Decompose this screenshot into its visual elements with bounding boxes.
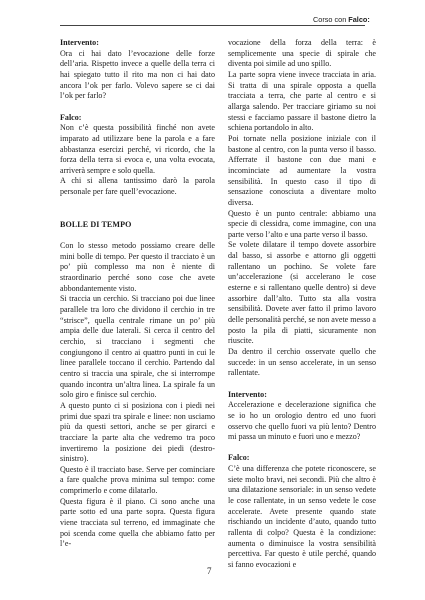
bolle-paragraph-5: Questa figura è il piano. Ci sono anche una parte sotto ed una parte sopra. Questa figura viene tracciata sul terreno, ed immaginate che poi scenda come quella che abbiamo fatto per l’e- xyxy=(60,496,215,549)
right-column xyxy=(228,38,376,571)
falco-text: Non c’è questa possibilità finché non avete imparato ad utilizzare bene la parola e a fare abbastanza esercizi perché, vi ricordo, che la forza della terra si evoca e, una volta evocata, arriverà sempre e solo quella. xyxy=(60,123,215,175)
right-paragraph-5: Se volete dilatare il tempo dovete assorbire dal basso, si assorbe e attorno gli oggetti rallentano un pochino. Se volete fare un’accelerazione (si accelerano le cose esterne e si rallentano quelle dentro) si deve assorbire dall’alto. Tutto sta alla vostra sensibilità. Dovete aver fatto il primo lavoro delle personalità perché, se non avete messo a posto la pila di piatti, sicuramente non riuscite. xyxy=(228,240,376,346)
right-paragraph-6: Da dentro il cerchio osservate quello che succede: in un senso accelerate, in un senso rallentate. xyxy=(228,347,376,378)
bolle-paragraph-1: Con lo stesso metodo possiamo creare delle mini bolle di tempo. Per questo il tracciato è un po’ più complesso ma non è niente di straordinario perché sono cose che avete abbondantemente visto. xyxy=(60,241,215,293)
bolle-paragraph-3: A questo punto ci si posiziona con i piedi nei primi due spazi tra spirale e linee: non usciamo più da questi settori, anche se per girarci e tracciare la parte alta che vedremo tra poco invertiremo la posizione dei piedi (destro-sinistro). xyxy=(60,400,215,464)
intervento-text-2: Accelerazione e decelerazione significa che se io ho un orologio dentro ed uno fuori osservo che quello fuori va più lento? Dentro mi passa un minuto e fuori uno e mezzo? xyxy=(228,400,376,442)
intervento-label: Intervento: xyxy=(60,38,99,47)
falco-text-2: C’è una differenza che potete riconoscere, se siete molto bravi, nei secondi. Più che altro è una dilatazione sensoriale: in un senso vedete le cose rallentate, in un senso vedete le cose accelerate. Avete presente quando state rischiando un incidente d’auto, quando tutto rallenta di colpo? Questa è la condizione: aumenta o diminuisce la vostra sensibilità percettiva. Far questo è utile perché, quando si fanno evocazioni e xyxy=(228,464,376,570)
header-rule xyxy=(60,25,365,26)
falco-text-continued: A chi si allena tantissimo darò la parola personale per fare quell’evocazione. xyxy=(60,176,215,197)
section-title: BOLLE DI TEMPO xyxy=(60,219,132,229)
right-paragraph-1: vocazione della forza della terra: è semplicemente una specie di spirale che diventa poi simile ad uno spillo. xyxy=(228,38,376,69)
bolle-paragraph-2: Si traccia un cerchio. Si tracciano poi due linee parallele tra loro che dividono il cerchio in tre “strisce”, quella centrale rimane un po’ più ampia delle due laterali. Si cerca il centro del cerchio, si tracciano i segmenti che congiungono il centro ai quattro punti in cui le linee parallele toccano il cerchio. Partendo dal centro si traccia una spirale, che si interrompe quando incontra un’altra linea. La spirale fa un solo giro e finisce sul cerchio. xyxy=(60,294,215,400)
right-paragraph-4: Questo è un punto centrale: abbiamo una specie di clessidra, come immagine, con una parte verso l’alto e una parte verso il basso. xyxy=(228,208,376,239)
page-number: 7 xyxy=(207,566,212,576)
running-header-book-title: Corso con xyxy=(313,15,347,24)
bolle-paragraph-4: Questo è il tracciato base. Serve per cominciare a fare qualche prova minima sul tempo: come comprimerlo e come dilatarlo. xyxy=(60,464,215,496)
running-header xyxy=(313,15,370,24)
right-paragraph-2: La parte sopra viene invece tracciata in aria. Si tratta di una spirale opposta a quella tracciata a terra, che parte al centro e si allarga salendo. Per tracciare giriamo su noi stessi e facciamo passare il bastone dietro la schiena portandolo in alto. xyxy=(228,69,376,133)
intervento-label-2: Intervento: xyxy=(228,389,267,399)
falco-label-2: Falco: xyxy=(228,453,250,463)
falco-label: Falco: xyxy=(60,112,82,122)
running-header-author: Falco: xyxy=(348,15,370,24)
intervento-text: Ora ci hai dato l’evocazione delle forze dell’aria. Rispetto invece a quelle della terra ci hai spiegato tutto il rito ma non ci hai dato ancora l’ok per farlo. Volevo sapere se ci dai l’ok per farlo? xyxy=(60,48,215,101)
right-paragraph-3: Poi tornate nella posizione iniziale con il bastone al centro, con la punta verso il basso. Afferrate il bastone con due mani e incominciate ad aumentare la vostra sensibilità. In questo caso il tipo di sensazione conosciuta a diventare molto diversa. xyxy=(228,133,376,207)
left-column xyxy=(60,38,215,550)
